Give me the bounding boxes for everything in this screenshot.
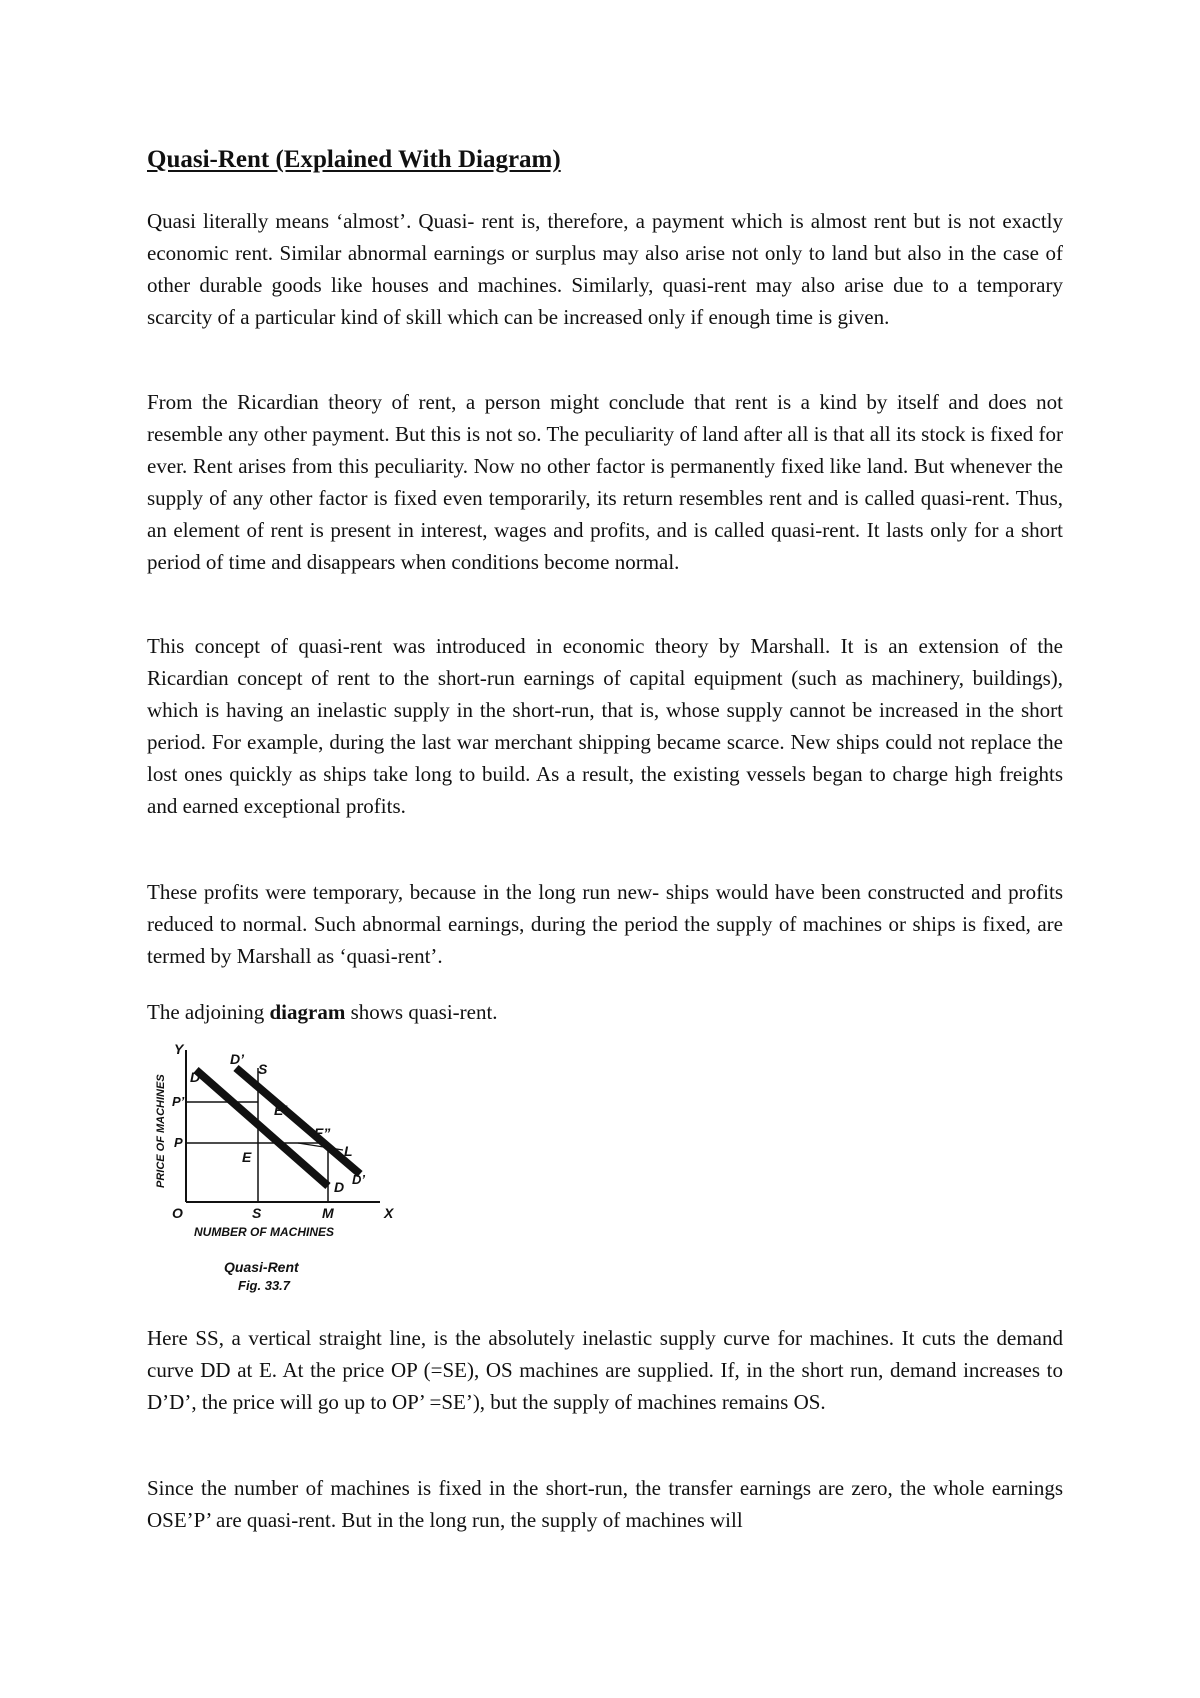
label-origin: O: [172, 1205, 183, 1221]
label-m-axis: M: [322, 1205, 334, 1221]
paragraph-5: [147, 996, 1063, 1028]
label-p: P: [174, 1135, 183, 1150]
label-e: E: [242, 1149, 252, 1165]
label-d-prime-top: D’: [230, 1051, 244, 1067]
figure-caption-title: Quasi-Rent: [224, 1259, 299, 1275]
page-title: Quasi-Rent (Explained With Diagram): [147, 146, 561, 173]
paragraph-3: This concept of quasi-rent was introduced in economic theory by Marshall. It is an extension of the Ricardian concept of rent to the short-run earnings of capital equipment (such as machinery, buildings), which is having an inelastic supply in the short-run, that is, whose supply cannot be increased in the short period. For example, during the last war merchant shipping became scarce. New ships could not replace the lost ones quickly as ships take long to build. As a result, the existing vessels began to charge high freights and earned exceptional profits.: [147, 634, 1063, 818]
label-x: X: [384, 1205, 394, 1221]
label-e-double-prime: E”: [314, 1125, 331, 1141]
figure-caption-number: Fig. 33.7: [238, 1278, 291, 1293]
label-d-prime-bottom: D’: [352, 1172, 365, 1187]
label-y: Y: [174, 1041, 184, 1057]
paragraph-7: Since the number of machines is fixed in the short-run, the transfer earnings are zero, the whole earnings OSE’P’ are quasi-rent. But in the long run, the supply of machines will: [147, 1476, 1063, 1532]
label-p-prime: P’: [172, 1094, 185, 1109]
label-s-top: S: [258, 1061, 268, 1077]
paragraph-6: Here SS, a vertical straight line, is the absolutely inelastic supply curve for machines. It cuts the demand curve DD at E. At the price OP (=SE), OS machines are supplied. If, in the short run, demand increases to D’D’, the price will go up to OP’ =SE’), but the supply of machines remains OS.: [147, 1326, 1063, 1414]
label-d-top: D: [190, 1069, 201, 1085]
paragraph-5-text-start: The adjoining: [147, 1000, 270, 1024]
y-axis-title: PRICE OF MACHINES: [155, 1074, 167, 1188]
label-s-axis: S: [252, 1205, 262, 1221]
paragraph-1: Quasi literally means ‘almost’. Quasi- rent is, therefore, a payment which is almost rent but is not exactly economic rent. Similar abnormal earnings or surplus may also arise not only to land but also in the case of other durable goods like houses and machines. Similarly, quasi-rent may also arise due to a temporary scarcity of a particular kind of skill which can be increased only if enough time is given.: [147, 209, 1063, 329]
paragraph-4: These profits were temporary, because in the long run new- ships would have been constructed and profits reduced to normal. Such abnormal earnings, during the period the supply of machines or ships is fixed, are termed by Marshall as ‘quasi-rent’.: [147, 880, 1063, 968]
label-l: L: [344, 1143, 353, 1159]
paragraph-5-text-end: shows quasi-rent.: [345, 1000, 498, 1024]
paragraph-2: From the Ricardian theory of rent, a person might conclude that rent is a kind by itself and does not resemble any other payment. But this is not so. The peculiarity of land after all is that all its stock is fixed for ever. Rent arises from this peculiarity. Now no other factor is permanently fixed like land. But whenever the supply of any other factor is fixed even temporarily, its return resembles rent and is called quasi-rent. Thus, an element of rent is present in interest, wages and profits, and is called quasi-rent. It lasts only for a short period of time and disappears when conditions become normal.: [147, 390, 1063, 574]
quasi-rent-diagram: [148, 1040, 408, 1310]
label-e-prime: E’: [274, 1102, 288, 1118]
label-d-bottom: D: [334, 1179, 345, 1195]
x-axis-title: NUMBER OF MACHINES: [194, 1225, 334, 1239]
diagram-link-text: diagram: [269, 1000, 346, 1024]
